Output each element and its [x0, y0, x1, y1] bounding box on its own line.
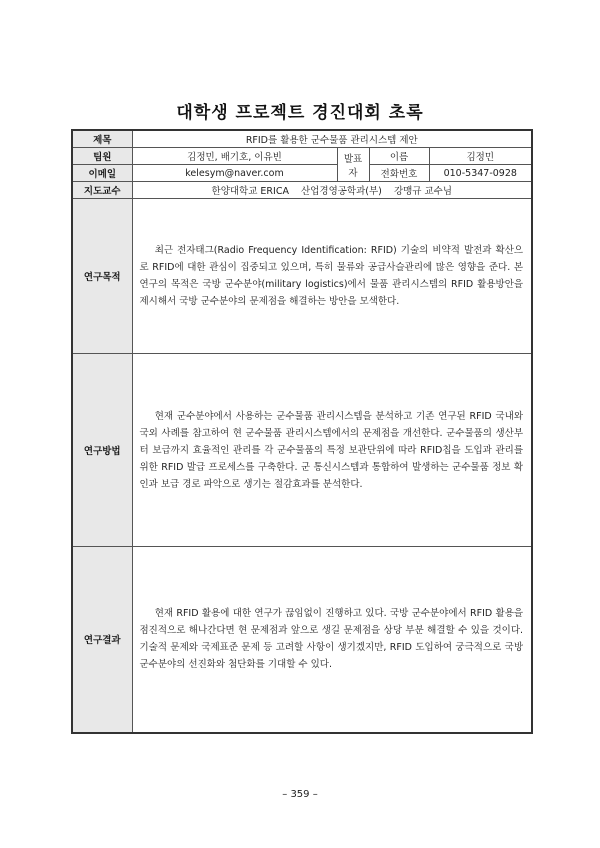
purpose-label: 연구목적: [72, 199, 132, 354]
subject-label: 제목: [72, 130, 132, 148]
email-row: [72, 165, 532, 182]
advisor-value: 한양대학교 ERICA 산업경영공학과(부) 강맹규 교수님: [132, 182, 532, 199]
email-value: kelesym@naver.com: [132, 165, 337, 182]
method-label: 연구방법: [72, 354, 132, 547]
page-number: – 359 –: [282, 789, 318, 800]
purpose-row: [72, 199, 532, 354]
subject-value: RFID를 활용한 군수물품 관리시스템 제안: [132, 130, 532, 148]
purpose-text: 최근 전자태그(Radio Frequency Identification: RFID) 기술의 비약적 발전과 확산으로 RFID에 대한 관심이 집중되고 있으며, 특히 물류와 공급사슬관리에 많은 영향을 준다. 본 연구의 목적은 국방 군수분야(military logistics)에서 물품 관리시스템의 RFID 활용방안을 제시해서 국방 군수분야의 문제점을 해결하는 방안을 모색한다.: [139, 245, 524, 307]
advisor-label: 지도교수: [72, 182, 132, 199]
result-row: [72, 547, 532, 733]
presenter-name-value: 김정민: [429, 148, 532, 165]
document-title: 대학생 프로젝트 경진대회 초록: [176, 103, 424, 123]
method-row: [72, 354, 532, 547]
abstract-form-table: [71, 129, 533, 734]
result-label: 연구결과: [72, 547, 132, 733]
method-text: 현재 군수분야에서 사용하는 군수물품 관리시스템을 분석하고 기존 연구된 RFID 국내와 국외 사례를 참고하여 현 군수물품 관리시스템에서의 문제점을 개선한다. 군수물품의 생산부터 보급까지 효율적인 관리를 각 군수물품의 특정 보관단위에 따라 RFID칩을 도입과 관리를 위한 RFID 발급 프로세스를 구축한다. 군 통신시스템과 통합하여 발생하는 군수물품 정보 확인과 보급 경로 파악으로 생기는 절감효과를 분석한다.: [139, 410, 524, 490]
team-row: [72, 148, 532, 165]
presenter-phone-label: 전화번호: [369, 165, 429, 182]
presenter-label: 발표자: [337, 148, 369, 182]
presenter-name-label: 이름: [369, 148, 429, 165]
email-label: 이메일: [72, 165, 132, 182]
subject-row: [72, 130, 532, 148]
result-text: 현재 RFID 활용에 대한 연구가 끊임없이 진행하고 있다. 국방 군수분야에서 RFID 활용을 점진적으로 해나간다면 현 문제점과 앞으로 생길 문제점을 상당 부분 해결할 수 있을 것이다. 기술적 문제와 국제표준 문제 등 고려할 사항이 생기겠지만, RFID 도입하여 궁극적으로 국방 군수분야의 선진화와 첨단화를 기대할 수 있다.: [139, 608, 524, 671]
team-label: 팀원: [72, 148, 132, 165]
advisor-row: [72, 182, 532, 199]
team-value: 김정민, 배기호, 이유빈: [132, 148, 337, 165]
presenter-phone-value: 010-5347-0928: [429, 165, 532, 182]
